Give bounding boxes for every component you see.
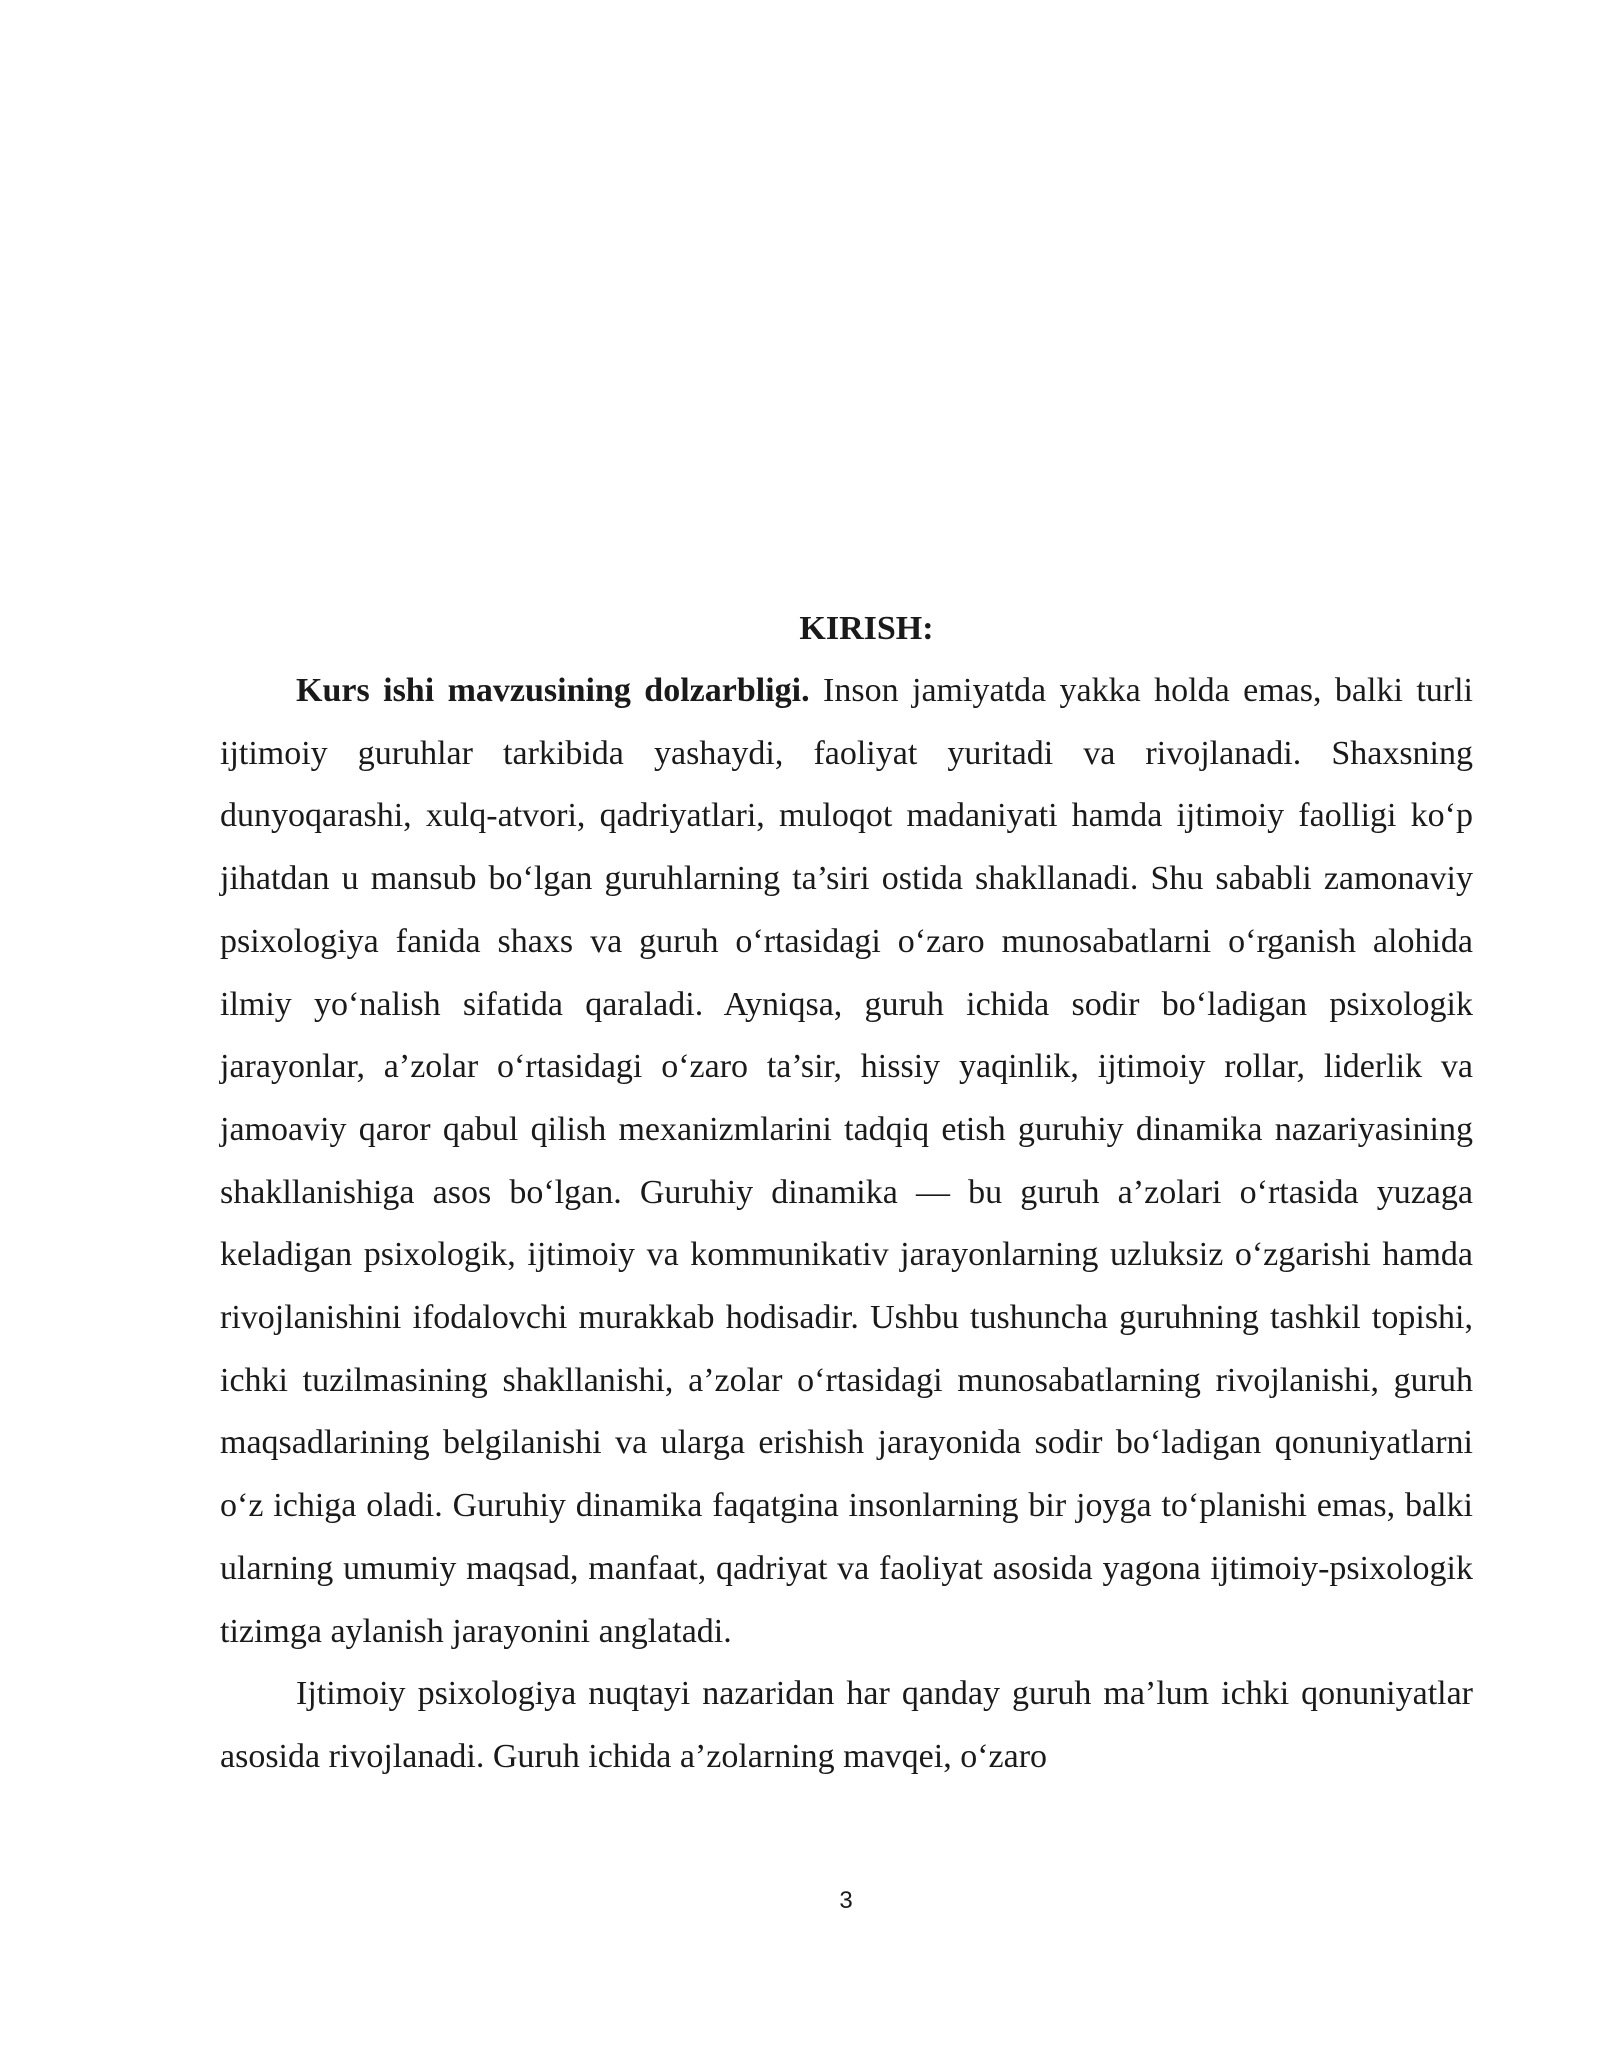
paragraph-lead: Kurs ishi mavzusining dolzarbligi. (296, 672, 810, 709)
page-body (220, 598, 1473, 1789)
paragraph-text: Ijtimoiy psixologiya nuqtayi nazaridan har qanday guruh ma’lum ichki qonuniyatlar asosida rivojlanadi. Guruh ichida a’zolarning mavqei, o‘zaro (220, 1675, 1473, 1775)
section-heading: KIRISH: (799, 610, 934, 647)
page-number: 3 (839, 1887, 853, 1914)
paragraph-relevance (220, 660, 1473, 1663)
paragraph-social-psychology (220, 1663, 1473, 1788)
paragraph-text: Inson jamiyatda yakka holda emas, balki turli ijtimoiy guruhlar tarkibida yashaydi, faoliyat yuritadi va rivojlanadi. Shaxsning dunyoqarashi, xulq-atvori, qadriyatlari, muloqot madaniyati hamda ijtimoiy faolligi ko‘p jihatdan u mansub bo‘lgan guruhlarning ta’siri ostida shakllanadi. Shu sababli zamonaviy psixologiya fanida shaxs va guruh o‘rtasidagi o‘zaro munosabatlarni o‘rganish alohida ilmiy yo‘nalish sifatida qaraladi. Ayniqsa, guruh ichida sodir bo‘ladigan psixologik jarayonlar, a’zolar o‘rtasidagi o‘zaro ta’sir, hissiy yaqinlik, ijtimoiy rollar, liderlik va jamoaviy qaror qabul qilish mexanizmlarini tadqiq etish guruhiy dinamika nazariyasining shakllanishiga asos bo‘lgan. Guruhiy dinamika — bu guruh a’zolari o‘rtasida yuzaga keladigan psixologik, ijtimoiy va kommunikativ jarayonlarning uzluksiz o‘zgarishi hamda rivojlanishini ifodalovchi murakkab hodisadir. Ushbu tushuncha guruhning tashkil topishi, ichki tuzilmasining shakllanishi, a’zolar o‘rtasidagi munosabatlarning rivojlanishi, guruh maqsadlarining belgilanishi va ularga erishish jarayonida sodir bo‘ladigan qonuniyatlarni o‘z ichiga oladi. Guruhiy dinamika faqatgina insonlarning bir joyga to‘planishi emas, balki ularning umumiy maqsad, manfaat, qadriyat va faoliyat asosida yagona ijtimoiy-psixologik tizimga aylanish jarayonini anglatadi. (220, 672, 1473, 1650)
